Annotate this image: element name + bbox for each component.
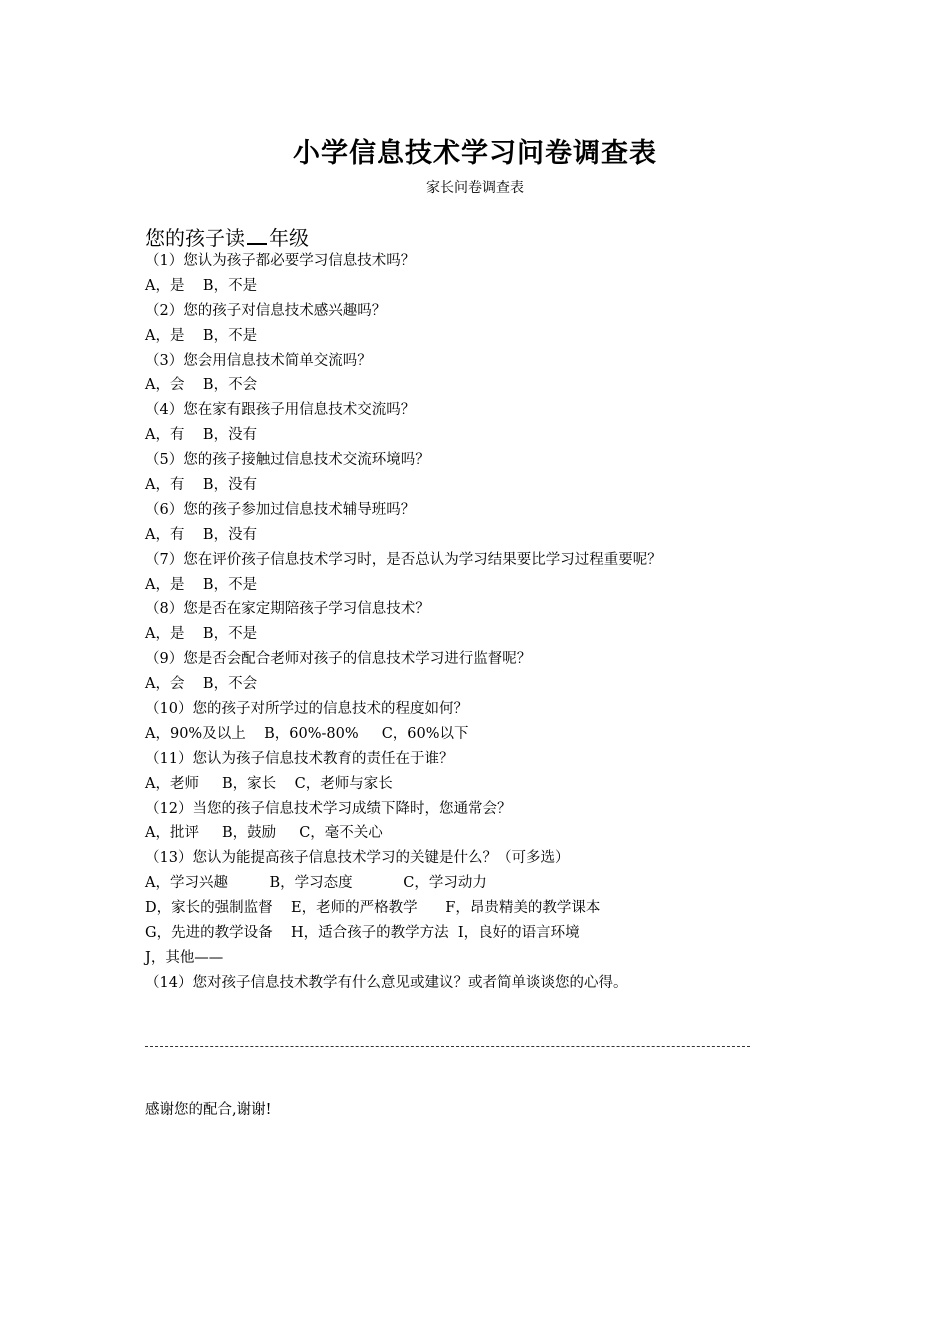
question-line: （6）您的孩子参加过信息技术辅导班吗？ [145,501,416,518]
answer-line: A，有 B，没有 [145,427,258,444]
grade-prefix: 您的孩子读 [145,226,245,250]
grade-line [145,222,309,251]
question-line: （8）您是否在家定期陪孩子学习信息技术？ [145,601,430,618]
answer-line: A，老师 B，家长 C，老师与家长 [145,775,393,792]
question-line: （5）您的孩子接触过信息技术交流环境吗？ [145,452,430,469]
question-line: （12）当您的孩子信息技术学习成绩下降时，您通常会？ [145,800,512,817]
answer-line: A，是 B，不是 [145,327,258,344]
answer-line: G，先进的教学设备 H，适合孩子的教学方法 I，良好的语言环境 [145,925,580,942]
question-line: （9）您是否会配合老师对孩子的信息技术学习进行监督呢？ [145,651,532,668]
answer-line: A，会 B，不会 [145,377,258,394]
grade-suffix: 年级 [269,226,309,250]
question-line: （4）您在家有跟孩子用信息技术交流吗？ [145,402,416,419]
dashed-divider [145,1046,750,1047]
answer-line: J，其他—— [145,949,224,966]
answer-line: A，会 B，不会 [145,676,258,693]
grade-blank [247,227,267,245]
question-line: （2）您的孩子对信息技术感兴趣吗？ [145,302,387,319]
answer-line: A，是 B，不是 [145,277,258,294]
answer-line: A，批评 B，鼓励 C，毫不关心 [145,825,383,842]
document-title: 小学信息技术学习问卷调查表 [293,138,657,169]
answer-line: A，有 B，没有 [145,477,258,494]
question-line: （11）您认为孩子信息技术教育的责任在于谁？ [145,750,454,767]
answer-line: A，是 B，不是 [145,626,258,643]
answer-line: D，家长的强制监督 E，老师的严格教学 F，昂贵精美的教学课本 [145,900,601,917]
question-line: （1）您认为孩子都必要学习信息技术吗？ [145,253,416,269]
document-subtitle: 家长问卷调查表 [426,180,524,196]
question-list [145,249,845,996]
answer-line: A，有 B，没有 [145,526,258,543]
question-line: （10）您的孩子对所学过的信息技术的程度如何？ [145,701,468,718]
question-line: （13）您认为能提高孩子信息技术学习的关键是什么？（可多选） [145,850,570,867]
question-line: （7）您在评价孩子信息技术学习时，是否总认为学习结果要比学习过程重要呢？ [145,551,662,568]
answer-line: A，90%及以上 B，60%-80% C，60%以下 [145,725,469,742]
question-line: （14）您对孩子信息技术教学有什么意见或建议？或者简单谈谈您的心得。 [145,974,628,991]
answer-line: A，是 B，不是 [145,576,258,593]
answer-line: A，学习兴趣 B，学习态度 C，学习动力 [145,875,487,892]
thanks-text: 感谢您的配合,谢谢! [145,1102,272,1118]
question-line: （3）您会用信息技术简单交流吗？ [145,352,372,369]
